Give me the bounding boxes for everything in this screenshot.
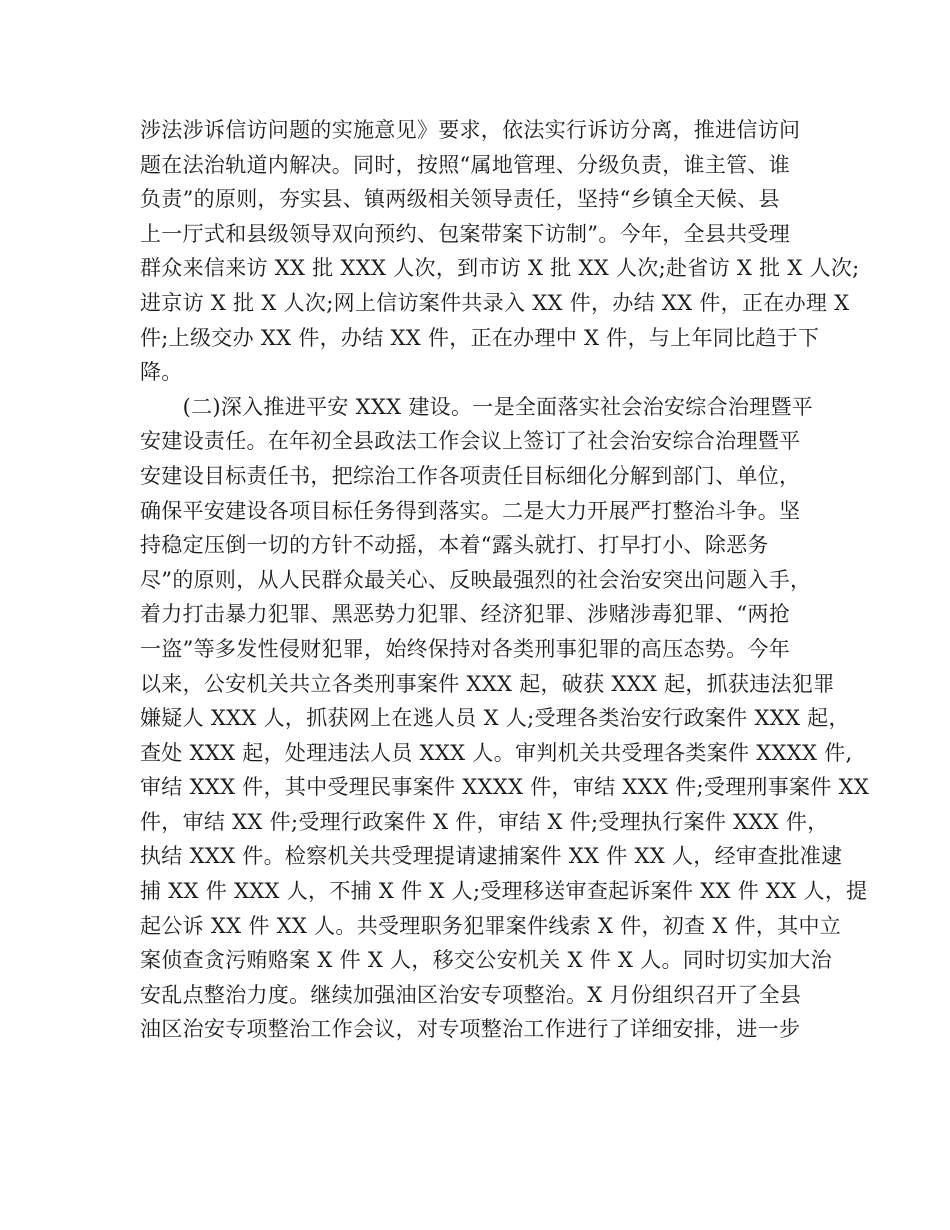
body-text [140,113,870,1047]
text-line: 油区治安专项整治工作会议，对专项整治工作进行了详细安排，进一步 [140,1017,801,1042]
text-line: 一盗”等多发性侵财犯罪，始终保持对各类刑事犯罪的高压态势。今年 [140,636,791,661]
text-line: 件;上级交办 XX 件，办结 XX 件，正在办理中 X 件，与上年同比趋于下 [140,325,820,350]
section-heading-line: (二)深入推进平安 XXX 建设。一是全面落实社会治安综合治理暨平 [140,394,814,419]
text-line: 捕 XX 件 XXX 人，不捕 X 件 X 人;受理移送审查起诉案件 XX 件 XX 人，提 [140,879,868,904]
text-line: 安建设目标责任书，把综治工作各项责任目标细化分解到部门、单位， [140,463,801,488]
text-line: 查处 XXX 起，处理违法人员 XXX 人。审判机关共受理各类案件 XXXX 件, [140,740,853,765]
text-line: 审结 XXX 件，其中受理民事案件 XXXX 件，审结 XXX 件;受理刑事案件 XX [140,775,870,800]
text-line: 着力打击暴力犯罪、黑恶势力犯罪、经济犯罪、涉赌涉毒犯罪、“两抢 [140,602,791,627]
text-line: 件，审结 XX 件;受理行政案件 X 件，审结 X 件;受理执行案件 XXX 件， [140,809,829,834]
text-line: 案侦查贪污贿赂案 X 件 X 人，移交公安机关 X 件 X 人。同时切实加大治 [140,948,832,973]
text-line: 起公诉 XX 件 XX 人。共受理职务犯罪案件线索 X 件，初查 X 件，其中立 [140,913,842,938]
text-line: 嫌疑人 XXX 人，抓获网上在逃人员 X 人;受理各类治安行政案件 XXX 起， [140,706,850,731]
text-line: 安乱点整治力度。继续加强油区治安专项整治。X 月份组织召开了全县 [140,982,802,1007]
text-line: 题在法治轨道内解决。同时，按照“属地管理、分级负责，谁主管、谁 [140,152,791,177]
text-line: 进京访 X 批 X 人次;网上信访案件共录入 XX 件，办结 XX 件，正在办理 X [140,290,850,315]
text-line: 上一厅式和县级领导双向预约、包案带案下访制”。今年，全县共受理 [140,221,791,246]
text-line: 尽”的原则，从人民群众最关心、反映最强烈的社会治安突出问题入手， [140,567,812,592]
text-line: 持稳定压倒一切的方针不动摇，本着“露头就打、打早打小、除恶务 [140,533,769,558]
text-line: 以来，公安机关共立各类刑事案件 XXX 起，破获 XXX 起，抓获违法犯罪 [140,671,835,696]
text-line: 降。 [140,360,183,385]
text-line: 确保平安建设各项目标任务得到落实。二是大力开展严打整治斗争。坚 [140,498,801,523]
text-line: 负责”的原则，夯实县、镇两级相关领导责任，坚持“乡镇全天候、县 [140,187,780,212]
text-line: 执结 XXX 件。检察机关共受理提请逮捕案件 XX 件 XX 人，经审查批准逮 [140,844,843,869]
text-line: 涉法涉诉信访问题的实施意见》要求，依法实行诉访分离，推进信访问 [140,118,801,142]
text-line: 安建设责任。在年初全县政法工作会议上签订了社会治安综合治理暨平 [140,429,801,454]
text-line: 群众来信来访 XX 批 XXX 人次，到市访 X 批 XX 人次;赴省访 X 批 X 人次; [140,256,860,281]
